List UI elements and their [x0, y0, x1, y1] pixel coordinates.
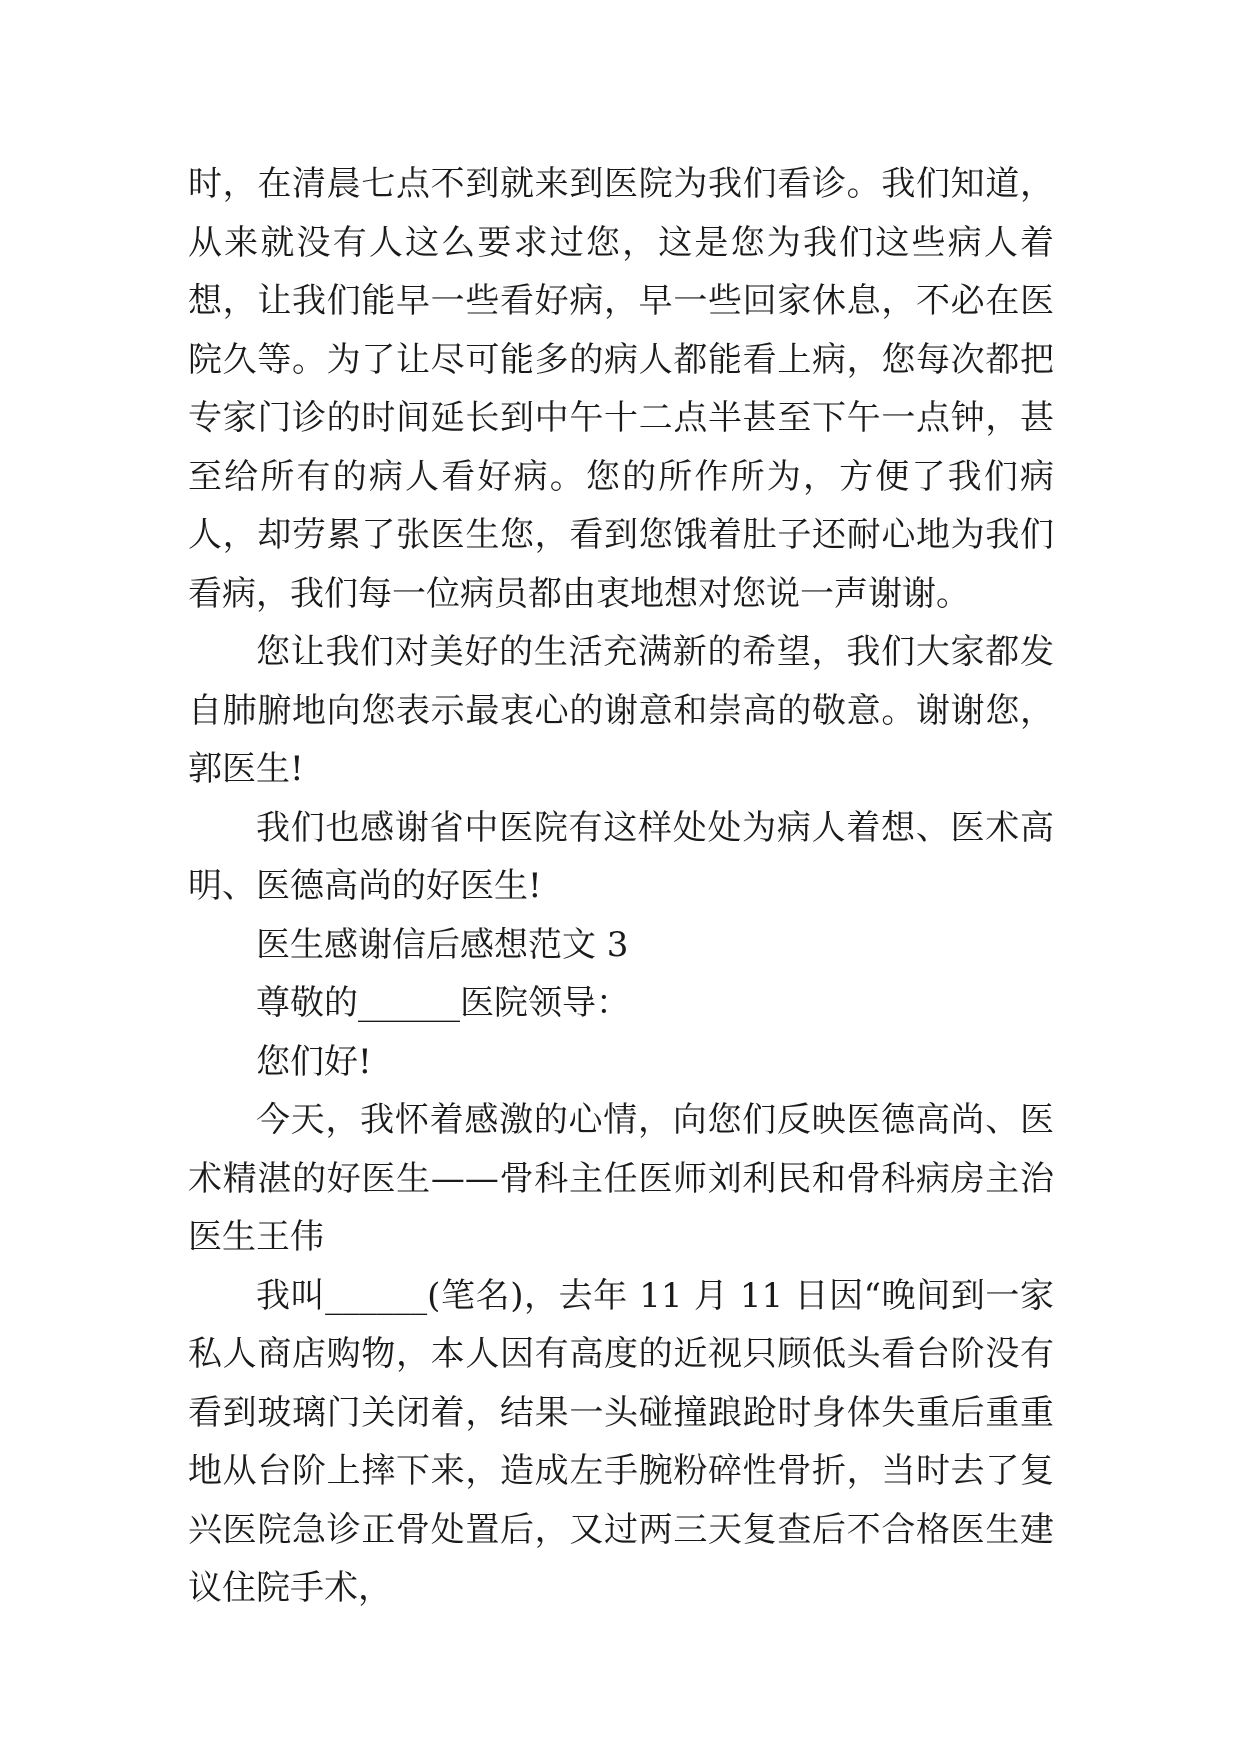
paragraph-continuation: 时，在清晨七点不到就来到医院为我们看诊。我们知道，从来就没有人这么要求过您，这是您为我们这些病人着想，让我们能早一些看好病，早一些回家休息，不必在医院久等。为了让尽可能多的病人都能看上病，您每次都把专家门诊的时间延长到中午十二点半甚至下午一点钟，甚至给所有的病人看好病。您的所作所为，方便了我们病人，却劳累了张医生您，看到您饿着肚子还耐心地为我们看病，我们每一位病员都由衷地想对您说一声谢谢。	[188, 164, 1054, 614]
section-heading: 医生感谢信后感想范文 3	[256, 924, 629, 965]
paragraph-thanks-hospital: 我们也感谢省中医院有这样处处为病人着想、医术高明、医德高尚的好医生!	[188, 807, 1054, 906]
paragraph-thanks-doctor-guo: 您让我们对美好的生活充满新的希望，我们大家都发自肺腑地向您表示最衷心的谢意和崇高的敬意。谢谢您，郭医生!	[188, 632, 1054, 789]
paragraph-introduction: 今天，我怀着感激的心情，向您们反映医德高尚、医术精湛的好医生——骨科主任医师刘利民和骨科病房主治医生王伟	[188, 1100, 1054, 1257]
paragraph-incident: 我叫______(笔名)，去年 11 月 11 日因“晚间到一家私人商店购物，本人因有高度的近视只顾低头看台阶没有看到玻璃门关闭着，结果一头碰撞踉跄时身体失重后重重地从台阶上摔下来，造成左手腕粉碎性骨折，当时去了复兴医院急诊正骨处置后，又过两三天复查后不合格医生建议住院手术，	[188, 1275, 1054, 1608]
letter-salutation: 尊敬的______医院领导：	[256, 983, 630, 1023]
document-body	[188, 155, 1054, 1618]
letter-greeting: 您们好!	[256, 1041, 372, 1082]
